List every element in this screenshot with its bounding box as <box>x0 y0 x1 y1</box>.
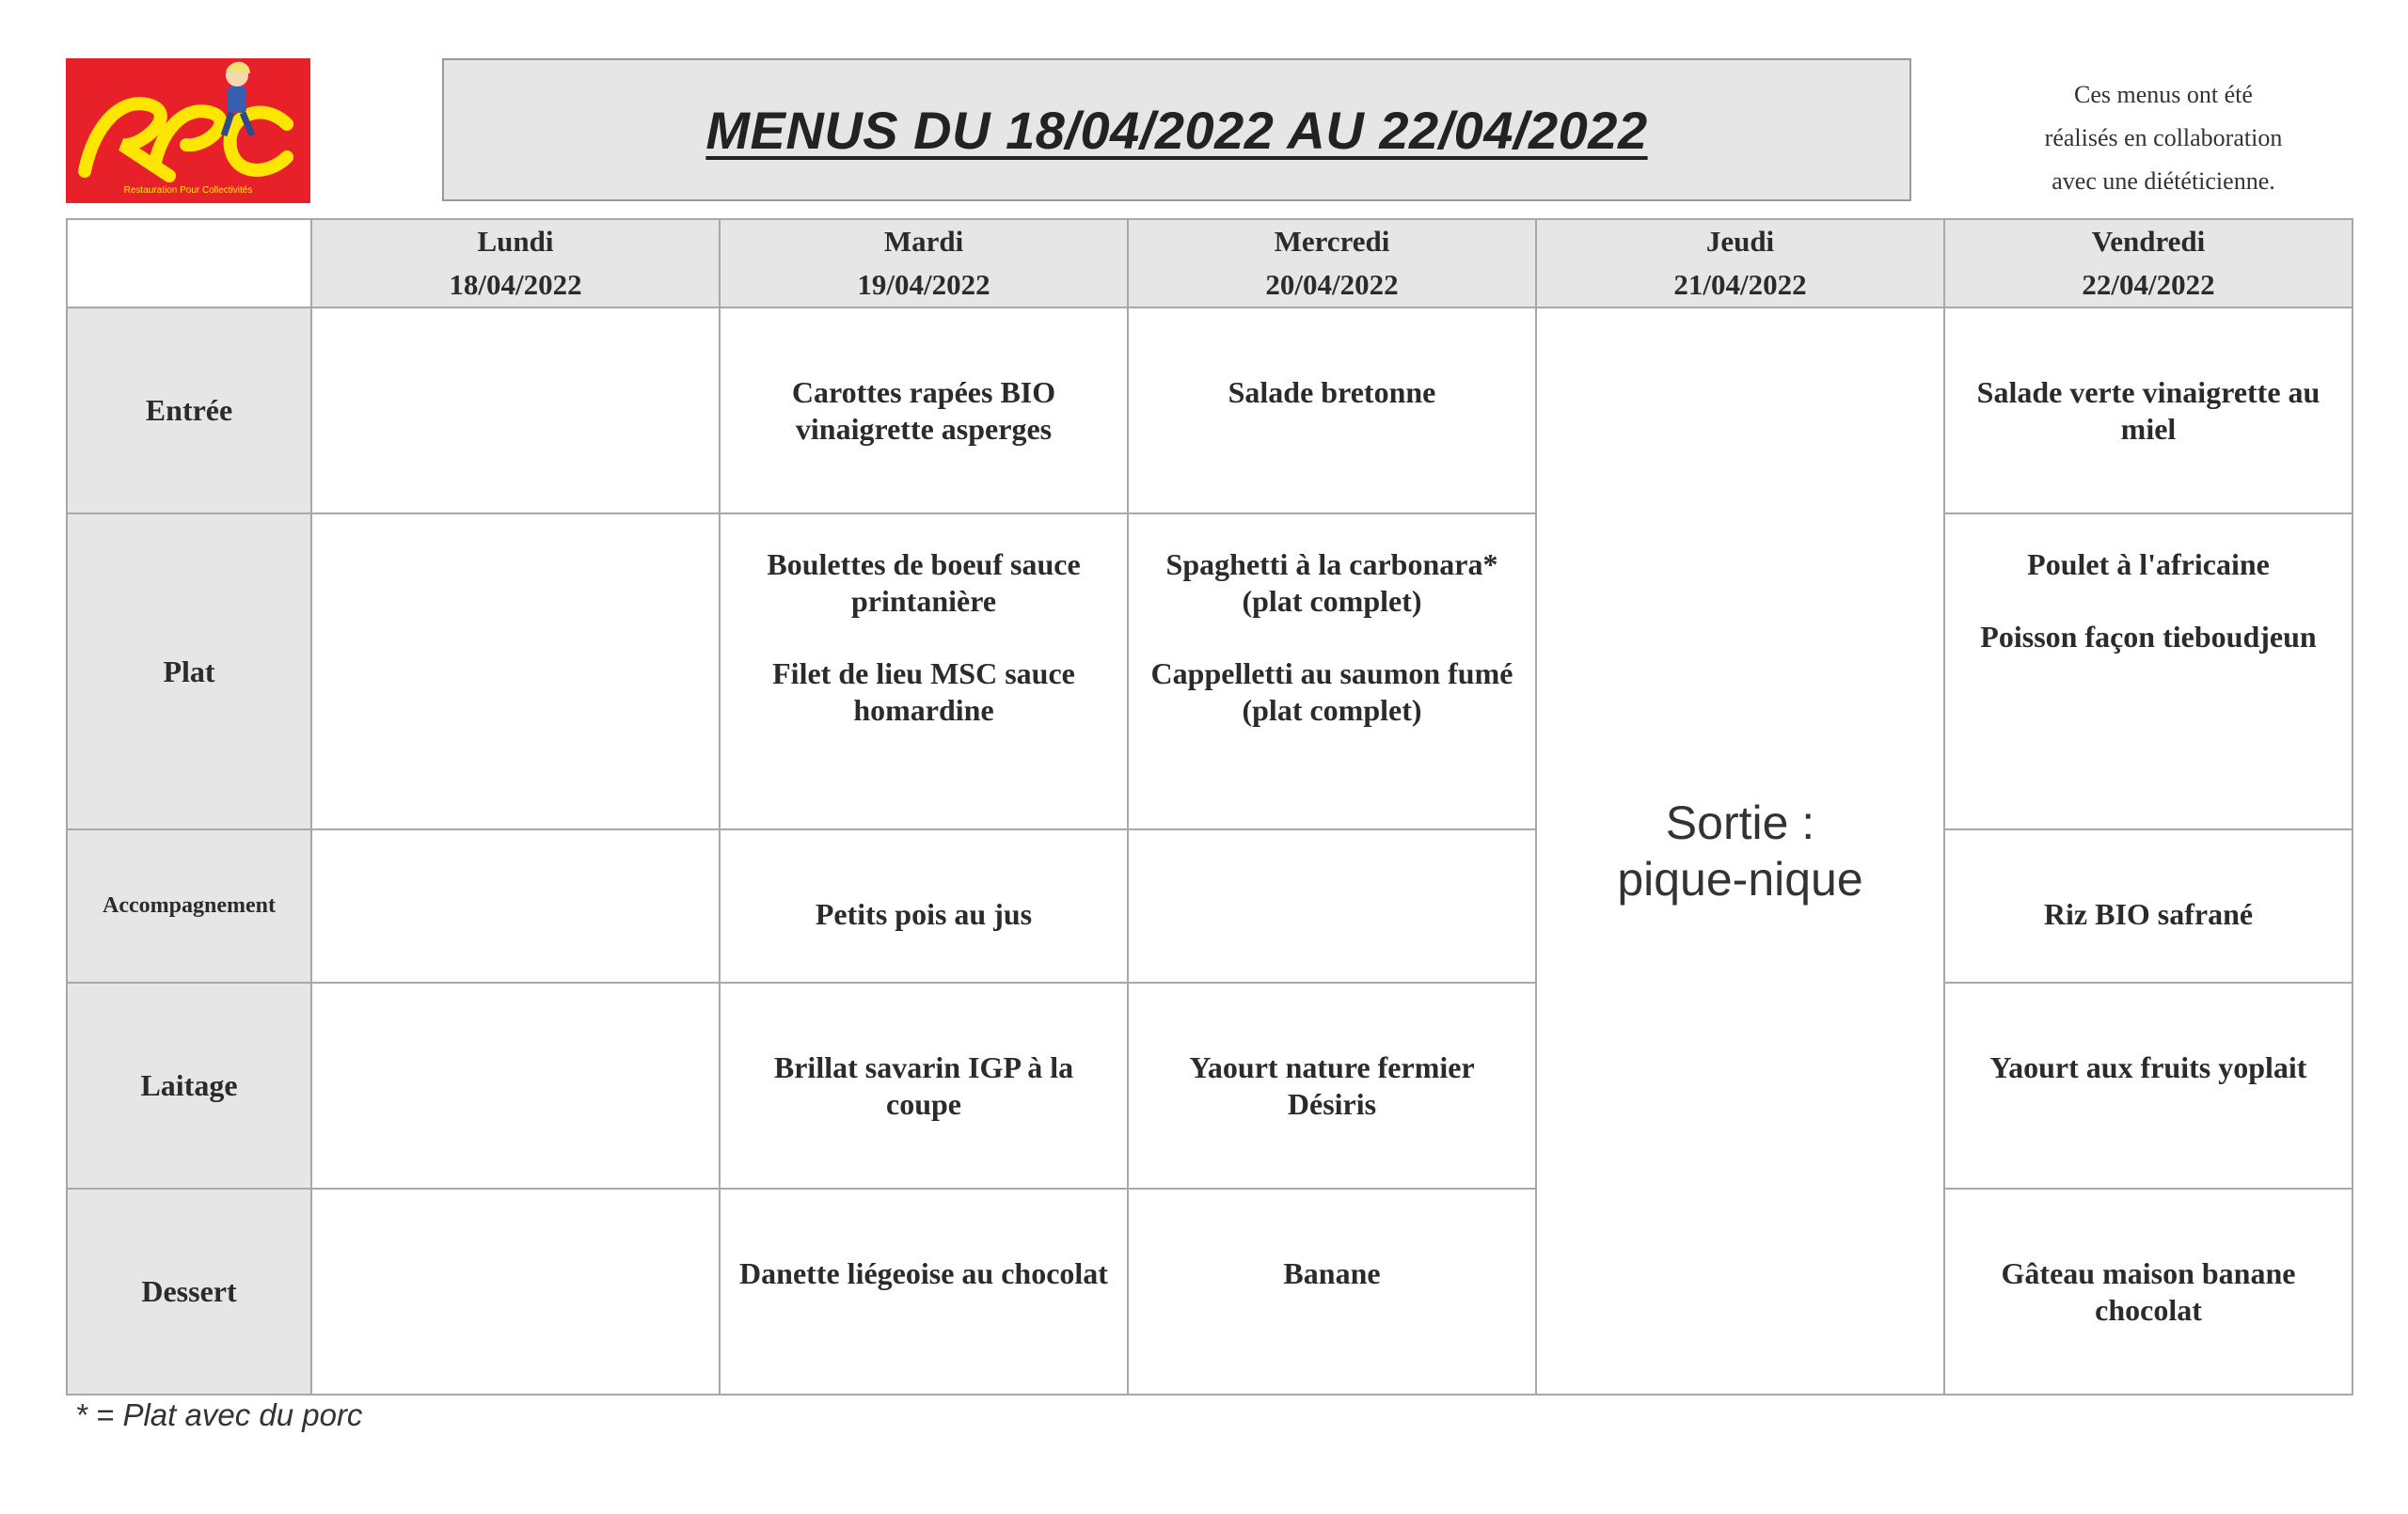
cell-vendredi-plat <box>1944 513 2353 829</box>
day-date: 20/04/2022 <box>1265 268 1399 301</box>
day-date: 21/04/2022 <box>1673 268 1807 301</box>
day-header-mardi <box>720 219 1128 308</box>
note-line: Ces menus ont été <box>2074 81 2253 108</box>
cell-lundi-accompagnement <box>311 829 720 982</box>
day-name: Mardi <box>883 225 964 258</box>
day-date: 22/04/2022 <box>2082 268 2215 301</box>
header-row <box>67 219 2353 308</box>
row-accompagnement <box>67 829 2353 982</box>
cell-vendredi-entree: Salade verte vinaigrette au miel <box>1944 308 2353 513</box>
row-entree <box>67 308 2353 513</box>
dish-option: Boulettes de boeuf sauce printanière <box>767 547 1081 619</box>
day-name: Vendredi <box>2091 225 2206 258</box>
cell-mercredi-dessert: Banane <box>1128 1189 1536 1395</box>
cell-lundi-laitage <box>311 983 720 1189</box>
cell-mardi-plat <box>720 513 1128 829</box>
cell-vendredi-laitage: Yaourt aux fruits yoplait <box>1944 983 2353 1189</box>
day-name: Lundi <box>477 225 554 258</box>
day-header-vendredi <box>1944 219 2353 308</box>
row-laitage <box>67 983 2353 1189</box>
row-plat <box>67 513 2353 829</box>
cell-lundi-plat <box>311 513 720 829</box>
cell-lundi-entree <box>311 308 720 513</box>
cell-vendredi-accompagnement: Riz BIO safrané <box>1944 829 2353 982</box>
day-header-jeudi <box>1536 219 1944 308</box>
logo-graphic <box>66 58 310 203</box>
dish-option: Spaghetti à la carbonara*(plat complet) <box>1165 547 1498 619</box>
menu-table <box>66 218 2353 1396</box>
corner-cell <box>67 219 311 308</box>
dish-option: Poisson façon tieboudjeun <box>1980 620 2317 654</box>
page-title: MENUS DU 18/04/2022 AU 22/04/2022 <box>705 100 1648 160</box>
cell-mercredi-accompagnement <box>1128 829 1536 982</box>
row-dessert <box>67 1189 2353 1395</box>
row-label-dessert: Dessert <box>67 1189 311 1395</box>
rpc-logo <box>66 58 310 203</box>
cell-mercredi-entree: Salade bretonne <box>1128 308 1536 513</box>
day-date: 19/04/2022 <box>857 268 990 301</box>
cell-mardi-entree: Carottes rapées BIO vinaigrette asperges <box>720 308 1128 513</box>
cell-mardi-accompagnement: Petits pois au jus <box>720 829 1128 982</box>
cell-vendredi-dessert: Gâteau maison banane chocolat <box>1944 1189 2353 1395</box>
dietitian-note <box>1966 73 2361 203</box>
outing-label: Sortie : pique-nique <box>1617 796 1863 906</box>
day-date: 18/04/2022 <box>449 268 582 301</box>
pork-footnote: * = Plat avec du porc <box>75 1397 363 1432</box>
note-line: avec une diététicienne. <box>2052 167 2275 195</box>
cell-mardi-laitage: Brillat savarin IGP à la coupe <box>720 983 1128 1189</box>
row-label-plat: Plat <box>67 513 311 829</box>
cell-lundi-dessert <box>311 1189 720 1395</box>
cell-jeudi-sortie <box>1536 308 1944 1395</box>
note-line: réalisés en collaboration <box>2044 124 2283 151</box>
day-name: Jeudi <box>1705 225 1775 258</box>
dish-option: Poulet à l'africaine <box>2027 547 2270 582</box>
day-header-mercredi <box>1128 219 1536 308</box>
cell-mercredi-plat <box>1128 513 1536 829</box>
dish-option: Cappelletti au saumon fumé (plat complet) <box>1150 656 1513 728</box>
cell-mercredi-laitage: Yaourt nature fermier Désiris <box>1128 983 1536 1189</box>
cell-mardi-dessert: Danette liégeoise au chocolat <box>720 1189 1128 1395</box>
row-label-laitage: Laitage <box>67 983 311 1189</box>
row-label-accompagnement: Accompagnement <box>67 829 311 982</box>
logo-caption: Restauration Pour Collectivités <box>123 185 253 196</box>
title-banner <box>442 58 1911 201</box>
day-name: Mercredi <box>1274 225 1390 258</box>
row-label-entree: Entrée <box>67 308 311 513</box>
dish-option: Filet de lieu MSC sauce homardine <box>772 656 1075 728</box>
day-header-lundi <box>311 219 720 308</box>
